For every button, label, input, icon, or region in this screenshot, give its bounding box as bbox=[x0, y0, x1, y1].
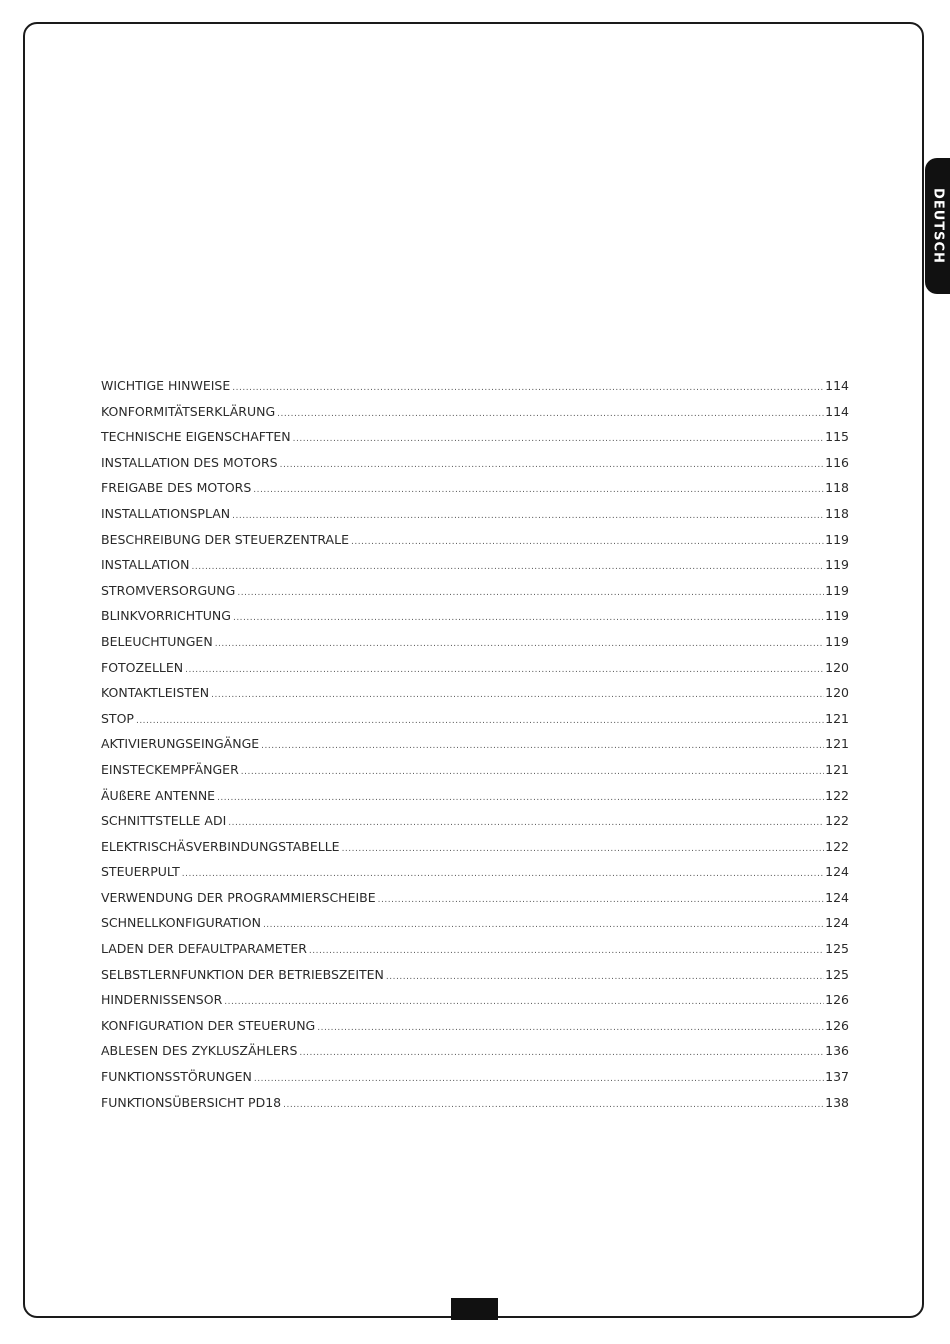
language-tab-label: DEUTSCH bbox=[930, 188, 945, 264]
toc-entry[interactable] bbox=[101, 583, 849, 609]
toc-dot-leader bbox=[351, 537, 824, 547]
toc-dot-leader bbox=[182, 869, 824, 879]
toc-entry-page: 116 bbox=[825, 454, 849, 470]
toc-dot-leader bbox=[342, 844, 825, 854]
toc-entry[interactable] bbox=[101, 429, 849, 455]
toc-entry-page: 124 bbox=[825, 864, 849, 880]
toc-entry[interactable] bbox=[101, 532, 849, 558]
toc-entry-title: ABLESEN DES ZYKLUSZÄHLERS bbox=[101, 1043, 298, 1059]
toc-entry-page: 119 bbox=[825, 582, 849, 598]
toc-entry-title: STOP bbox=[101, 710, 134, 726]
toc-entry[interactable] bbox=[101, 915, 849, 941]
toc-dot-leader bbox=[185, 665, 824, 675]
toc-dot-leader bbox=[233, 613, 824, 623]
toc-dot-leader bbox=[317, 1023, 824, 1033]
toc-dot-leader bbox=[224, 997, 824, 1007]
toc-entry[interactable] bbox=[101, 455, 849, 481]
toc-entry-page: 120 bbox=[825, 685, 849, 701]
toc-entry-page: 118 bbox=[825, 505, 849, 521]
toc-entry[interactable] bbox=[101, 864, 849, 890]
toc-entry[interactable] bbox=[101, 1018, 849, 1044]
toc-dot-leader bbox=[232, 511, 824, 521]
toc-entry-page: 121 bbox=[825, 761, 849, 777]
toc-dot-leader bbox=[192, 562, 825, 572]
toc-entry-page: 126 bbox=[825, 992, 849, 1008]
toc-entry-title: AKTIVIERUNGSEINGÄNGE bbox=[101, 736, 260, 752]
toc-entry-title: SCHNITTSTELLE ADI bbox=[101, 813, 227, 829]
toc-entry-page: 119 bbox=[825, 531, 849, 547]
toc-entry-title: FUNKTIONSÜBERSICHT PD18 bbox=[101, 1094, 282, 1110]
toc-entry-page: 122 bbox=[825, 787, 849, 803]
toc-entry[interactable] bbox=[101, 1043, 849, 1069]
toc-entry-page: 122 bbox=[825, 813, 849, 829]
toc-dot-leader bbox=[136, 716, 824, 726]
toc-dot-leader bbox=[261, 741, 824, 751]
toc-entry-page: 114 bbox=[825, 378, 849, 393]
toc-dot-leader bbox=[215, 639, 824, 649]
toc-entry-title: HINDERNISSENSOR bbox=[101, 992, 223, 1008]
toc-dot-leader bbox=[283, 1100, 824, 1110]
toc-entry-title: SELBSTLERNFUNKTION DER BETRIEBSZEITEN bbox=[101, 966, 384, 982]
toc-dot-leader bbox=[386, 972, 824, 982]
toc-entry-page: 121 bbox=[825, 736, 849, 752]
toc-entry-title: KONFIGURATION DER STEUERUNG bbox=[101, 1017, 316, 1033]
toc-entry-page: 120 bbox=[825, 659, 849, 675]
toc-entry-title: TECHNISCHE EIGENSCHAFTEN bbox=[101, 429, 291, 445]
toc-dot-leader bbox=[211, 690, 824, 700]
toc-entry-title: VERWENDUNG DER PROGRAMMIERSCHEIBE bbox=[101, 889, 376, 905]
toc-entry-page: 137 bbox=[825, 1069, 849, 1085]
toc-entry-title: FREIGABE DES MOTORS bbox=[101, 480, 252, 496]
toc-entry-page: 118 bbox=[825, 480, 849, 496]
toc-entry-title: ELEKTRISCHÄSVERBINDUNGSTABELLE bbox=[101, 838, 340, 854]
toc-entry-title: ÄUßERE ANTENNE bbox=[101, 787, 216, 803]
toc-entry-page: 122 bbox=[825, 838, 849, 854]
page-number-tab bbox=[451, 1298, 498, 1320]
toc-dot-leader bbox=[378, 895, 825, 905]
toc-entry-title: FOTOZELLEN bbox=[101, 659, 184, 675]
toc-entry-page: 124 bbox=[825, 915, 849, 931]
toc-dot-leader bbox=[253, 485, 824, 495]
toc-entry-page: 125 bbox=[825, 941, 849, 957]
toc-entry[interactable] bbox=[101, 813, 849, 839]
toc-dot-leader bbox=[232, 383, 824, 393]
toc-entry[interactable] bbox=[101, 967, 849, 993]
toc-dot-leader bbox=[237, 588, 824, 598]
toc-dot-leader bbox=[263, 920, 824, 930]
toc-entry-title: KONTAKTLEISTEN bbox=[101, 685, 210, 701]
table-of-contents bbox=[101, 378, 849, 1120]
toc-entry-title: FUNKTIONSSTÖRUNGEN bbox=[101, 1069, 252, 1085]
toc-entry[interactable] bbox=[101, 1095, 849, 1121]
language-tab bbox=[925, 158, 950, 294]
toc-entry-title: INSTALLATION DES MOTORS bbox=[101, 454, 278, 470]
toc-entry[interactable] bbox=[101, 839, 849, 865]
toc-entry-page: 125 bbox=[825, 966, 849, 982]
toc-entry[interactable] bbox=[101, 660, 849, 686]
toc-dot-leader bbox=[228, 818, 824, 828]
toc-entry[interactable] bbox=[101, 788, 849, 814]
toc-entry-page: 119 bbox=[825, 608, 849, 624]
toc-entry-page: 121 bbox=[825, 710, 849, 726]
toc-entry[interactable] bbox=[101, 736, 849, 762]
toc-entry-page: 138 bbox=[825, 1094, 849, 1110]
toc-entry[interactable] bbox=[101, 404, 849, 430]
toc-entry[interactable] bbox=[101, 685, 849, 711]
toc-entry-title: INSTALLATIONSPLAN bbox=[101, 505, 231, 521]
toc-entry-page: 119 bbox=[825, 633, 849, 649]
toc-dot-leader bbox=[241, 767, 824, 777]
toc-dot-leader bbox=[217, 793, 824, 803]
toc-dot-leader bbox=[277, 409, 824, 419]
toc-entry-title: EINSTECKEMPFÄNGER bbox=[101, 761, 239, 777]
toc-entry-title: KONFORMITÄTSERKLÄRUNG bbox=[101, 403, 276, 419]
toc-entry-title: STROMVERSORGUNG bbox=[101, 582, 236, 598]
toc-entry-page: 136 bbox=[825, 1043, 849, 1059]
toc-entry-title: LADEN DER DEFAULTPARAMETER bbox=[101, 941, 307, 957]
toc-entry-title: WICHTIGE HINWEISE bbox=[101, 378, 231, 393]
toc-entry-title: INSTALLATION bbox=[101, 557, 190, 573]
toc-entry[interactable] bbox=[101, 378, 849, 404]
toc-entry[interactable] bbox=[101, 762, 849, 788]
toc-dot-leader bbox=[309, 946, 824, 956]
toc-entry[interactable] bbox=[101, 941, 849, 967]
toc-entry-page: 126 bbox=[825, 1017, 849, 1033]
toc-entry-page: 114 bbox=[825, 403, 849, 419]
toc-entry[interactable] bbox=[101, 480, 849, 506]
toc-dot-leader bbox=[293, 434, 825, 444]
toc-dot-leader bbox=[254, 1074, 824, 1084]
toc-entry-title: BESCHREIBUNG DER STEUERZENTRALE bbox=[101, 531, 349, 547]
toc-entry[interactable] bbox=[101, 1069, 849, 1095]
toc-entry[interactable] bbox=[101, 634, 849, 660]
toc-entry[interactable] bbox=[101, 506, 849, 532]
toc-entry-title: STEUERPULT bbox=[101, 864, 180, 880]
toc-entry-page: 119 bbox=[825, 557, 849, 573]
toc-entry-page: 115 bbox=[825, 429, 849, 445]
toc-entry[interactable] bbox=[101, 557, 849, 583]
toc-entry[interactable] bbox=[101, 890, 849, 916]
toc-dot-leader bbox=[299, 1048, 824, 1058]
toc-entry-title: BLINKVORRICHTUNG bbox=[101, 608, 231, 624]
toc-entry[interactable] bbox=[101, 992, 849, 1018]
toc-entry-page: 124 bbox=[825, 889, 849, 905]
toc-entry[interactable] bbox=[101, 608, 849, 634]
toc-entry[interactable] bbox=[101, 711, 849, 737]
toc-entry-title: BELEUCHTUNGEN bbox=[101, 633, 213, 649]
toc-dot-leader bbox=[280, 460, 825, 470]
toc-entry-title: SCHNELLKONFIGURATION bbox=[101, 915, 261, 931]
